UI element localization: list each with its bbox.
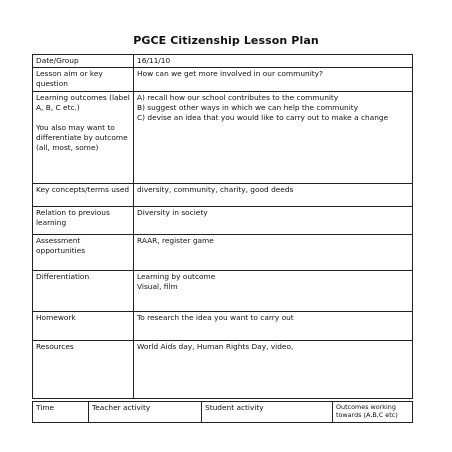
row-label: Key concepts/terms used [33,184,134,207]
table-row [33,341,413,399]
row-label: Date/Group [33,55,134,68]
row-label [33,92,134,184]
page-title: PGCE Citizenship Lesson Plan [133,34,319,47]
lesson-plan-table [32,54,413,399]
table-row [33,55,413,68]
header-outcomes-line-2: towards (A,B,C etc) [336,411,398,419]
outcome-a: A) recall how our school contributes to the community [137,93,339,102]
header-outcomes [333,402,413,423]
row-label: Relation to previous learning [33,207,134,235]
row-label: Resources [33,341,134,399]
table-row [33,184,413,207]
row-value: RAAR, register game [134,235,413,271]
row-value [134,271,413,312]
activity-header-table [32,401,413,423]
learning-outcomes-note: You also may want to differentiate by outcome (all, most, some) [36,123,128,152]
differentiation-line-1: Learning by outcome [137,272,216,281]
outcome-b: B) suggest other ways in which we can help the community [137,103,359,112]
row-label: Assessment opportunities [33,235,134,271]
learning-outcomes-label: Learning outcomes (label A, B, C etc.) [36,93,130,112]
table-row [33,402,413,423]
row-label: Homework [33,312,134,341]
table-row [33,271,413,312]
row-value: World Aids day, Human Rights Day, video, [134,341,413,399]
table-row [33,235,413,271]
row-value: 16/11/10 [134,55,413,68]
table-row [33,312,413,341]
table-row [33,207,413,235]
header-student-activity: Student activity [202,402,333,423]
table-row [33,92,413,184]
differentiation-line-2: Visual, film [137,282,178,291]
header-outcomes-line-1: Outcomes working [336,403,396,411]
row-value: To research the idea you want to carry out [134,312,413,341]
outcome-c: C) devise an idea that you would like to carry out to make a change [137,113,389,122]
header-teacher-activity: Teacher activity [89,402,202,423]
table-row [33,68,413,92]
row-value [134,92,413,184]
header-time: Time [33,402,89,423]
row-value: How can we get more involved in our community? [134,68,413,92]
row-value: Diversity in society [134,207,413,235]
row-label: Lesson aim or key question [33,68,134,92]
row-label: Differentiation [33,271,134,312]
row-value: diversity, community, charity, good deeds [134,184,413,207]
